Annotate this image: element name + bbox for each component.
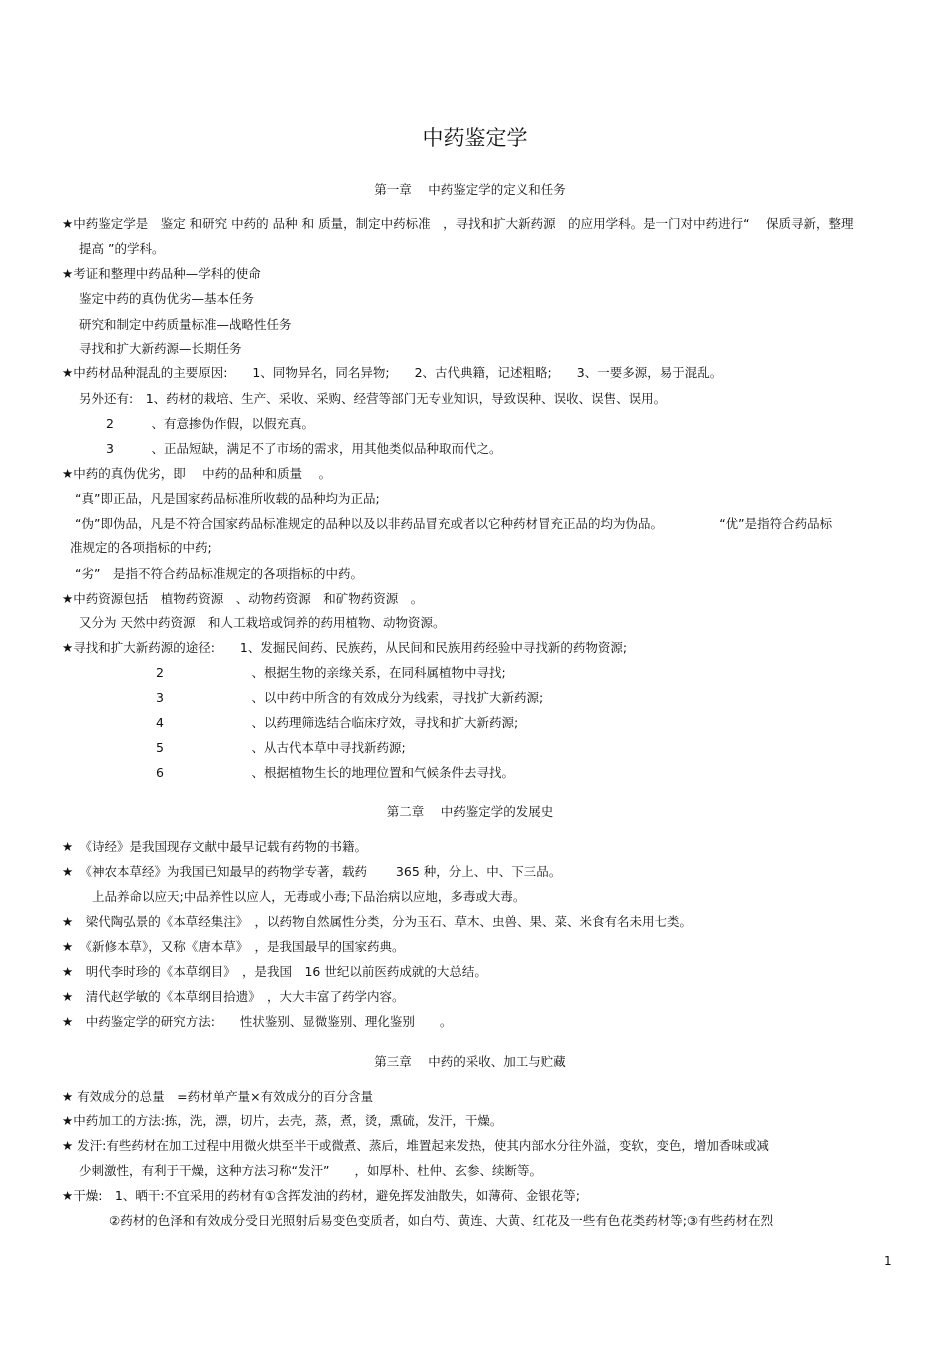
text-line: 少刺激性，有利于干燥，这种方法习称“发汗” ，如厚朴、杜仲、玄参、续断等。 [79, 1163, 542, 1178]
text-line: “伪”即伪品，凡是不符合国家药品标准规定的品种以及以非药品冒充或者以它种药材冒充正品的均为伪品。 “优”是指符合药品标 [75, 516, 833, 531]
text-line: 研究和制定中药质量标准—战略性任务 [79, 317, 292, 332]
text-line: ★ 明代李时珍的《本草纲目》 ，是我国 16 世纪以前医药成就的大总结。 [62, 964, 487, 979]
text-line: ★中药鉴定学是 鉴定 和研究 中药的 品种 和 质量，制定中药标准 ，寻找和扩大新药源 的应用学科。是一门对中药进行“ 保质寻新，整理 [62, 216, 854, 231]
text-line: 寻找和扩大新药源—长期任务 [79, 341, 242, 356]
text-line: 2 、有意掺伪作假，以假充真。 [106, 416, 314, 431]
text-line: 又分为 天然中药资源 和人工栽培或饲养的药用植物、动物资源。 [79, 615, 446, 630]
text-line: 准规定的各项指标的中药; [70, 540, 212, 555]
text-line: ★ 清代赵学敏的《本草纲目拾遗》 ，大大丰富了药学内容。 [62, 989, 405, 1004]
chapter-2-heading: 第二章 中药鉴定学的发展史 [386, 804, 554, 819]
text-line: 2 、根据生物的亲缘关系，在同科属植物中寻找; [156, 665, 506, 680]
text-line: 3 、正品短缺，满足不了市场的需求，用其他类似品种取而代之。 [106, 441, 502, 456]
text-line: ★ 《诗经》是我国现存文献中最早记载有药物的书籍。 [62, 839, 367, 854]
text-line: 6 、根据植物生长的地理位置和气候条件去寻找。 [156, 765, 514, 780]
text-line: ★中药加工的方法:拣，洗，漂，切片，去壳，蒸，煮，烫，熏硫，发汗，干燥。 [62, 1113, 503, 1128]
text-line: ★ 《神农本草经》为我国已知最早的药物学专著，载药 365 种，分上、中、下三品。 [62, 864, 562, 879]
text-line: ★寻找和扩大新药源的途径: 1、发掘民间药、民族药，从民间和民族用药经验中寻找新的药物资源; [62, 640, 628, 655]
text-line: ②药材的色泽和有效成分受日光照射后易变色变质者，如白芍、黄连、大黄、红花及一些有色花类药材等;③有些药材在烈 [109, 1213, 774, 1228]
chapter-1-heading: 第一章 中药鉴定学的定义和任务 [374, 182, 566, 197]
text-line: ★中药资源包括 植物药资源 、动物药资源 和矿物药资源 。 [62, 591, 424, 606]
text-line: ★干燥: 1、晒干:不宜采用的药材有①含挥发油的药材，避免挥发油散失，如薄荷、金银花等; [62, 1188, 581, 1203]
text-line: 5 、从古代本草中寻找新药源; [156, 740, 406, 755]
text-line: ★ 《新修本草》，又称《唐本草》 ，是我国最早的国家药典。 [62, 939, 405, 954]
text-line: ★中药的真伪优劣，即 中药的品种和质量 。 [62, 466, 332, 481]
text-line: 另外还有: 1、药材的栽培、生产、采收、采购、经营等部门无专业知识，导致误种、误收、误售、误用。 [79, 391, 667, 406]
text-line: 提高 ”的学科。 [79, 241, 165, 256]
page-title: 中药鉴定学 [422, 126, 528, 150]
chapter-3-heading: 第三章 中药的采收、加工与贮藏 [374, 1054, 566, 1069]
text-line: ★ 有效成分的总量 =药材单产量×有效成分的百分含量 [62, 1089, 374, 1104]
text-line: “真”即正品，凡是国家药品标准所收载的品种均为正品; [75, 491, 380, 506]
text-line: 3 、以中药中所含的有效成分为线索，寻找扩大新药源; [156, 690, 544, 705]
text-line: 鉴定中药的真伪优劣—基本任务 [79, 291, 255, 306]
text-line: ★考证和整理中药品种—学科的使命 [62, 266, 261, 281]
text-line: ★ 梁代陶弘景的《本草经集注》 ，以药物自然属性分类，分为玉石、草木、虫兽、果、菜、米食有名未用七类。 [62, 914, 692, 929]
text-line: ★中药材品种混乱的主要原因: 1、同物异名，同名异物; 2、古代典籍，记述粗略; 3、一要多源，易于混乱。 [62, 365, 723, 380]
text-line: ★ 发汗:有些药材在加工过程中用微火烘至半干或微煮、蒸后，堆置起来发热，使其内部水分往外溢，变软，变色，增加香味或减 [62, 1138, 769, 1153]
page-number: 1 [884, 1254, 892, 1268]
text-line: ★ 中药鉴定学的研究方法: 性状鉴别、显微鉴别、理化鉴别 。 [62, 1014, 453, 1029]
text-line: “劣” 是指不符合药品标准规定的各项指标的中药。 [75, 566, 363, 581]
text-line: 4 、以药理筛选结合临床疗效，寻找和扩大新药源; [156, 715, 519, 730]
text-line: 上品养命以应天;中品养性以应人，无毒或小毒;下品治病以应地，多毒或大毒。 [92, 889, 526, 904]
